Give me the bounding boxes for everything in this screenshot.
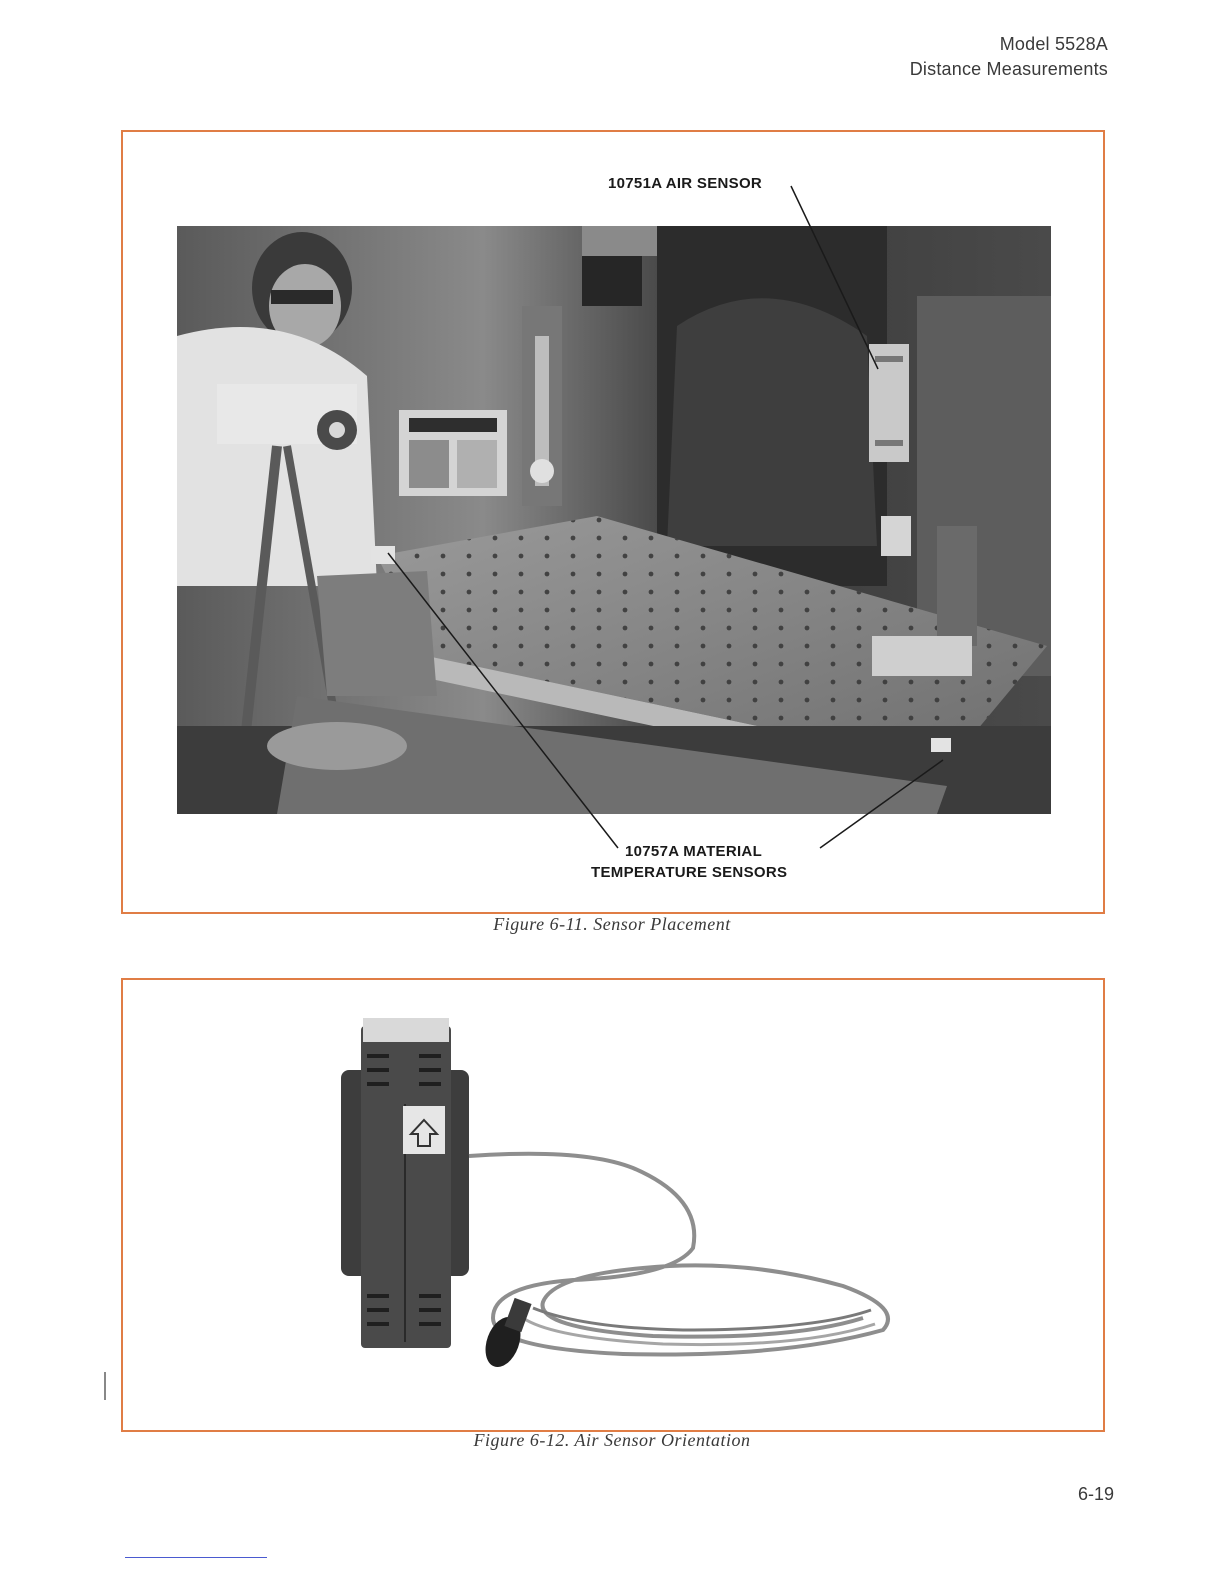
page-header: [910, 32, 1108, 82]
callout-material-sensor-line1: 10757A MATERIAL: [625, 843, 763, 860]
figure-6-12-frame: [121, 978, 1105, 1432]
figure-6-11-caption: Figure 6-11. Sensor Placement: [493, 914, 731, 934]
figure-6-12-caption: Figure 6-12. Air Sensor Orientation: [473, 1430, 751, 1450]
footnote-rule: [125, 1557, 267, 1558]
callout-leader-lines: [123, 132, 1103, 912]
model-name: Model 5528A: [999, 34, 1108, 54]
figure-6-11-frame: [121, 130, 1105, 914]
page-number: 6-19: [1077, 1484, 1114, 1504]
section-title: Distance Measurements: [909, 59, 1108, 79]
callout-material-sensor-line2: TEMPERATURE SENSORS: [591, 864, 788, 881]
scan-artifact-mark: [104, 1372, 106, 1400]
air-sensor-photo: [323, 1018, 903, 1378]
callout-air-sensor: 10751A AIR SENSOR: [608, 175, 763, 192]
